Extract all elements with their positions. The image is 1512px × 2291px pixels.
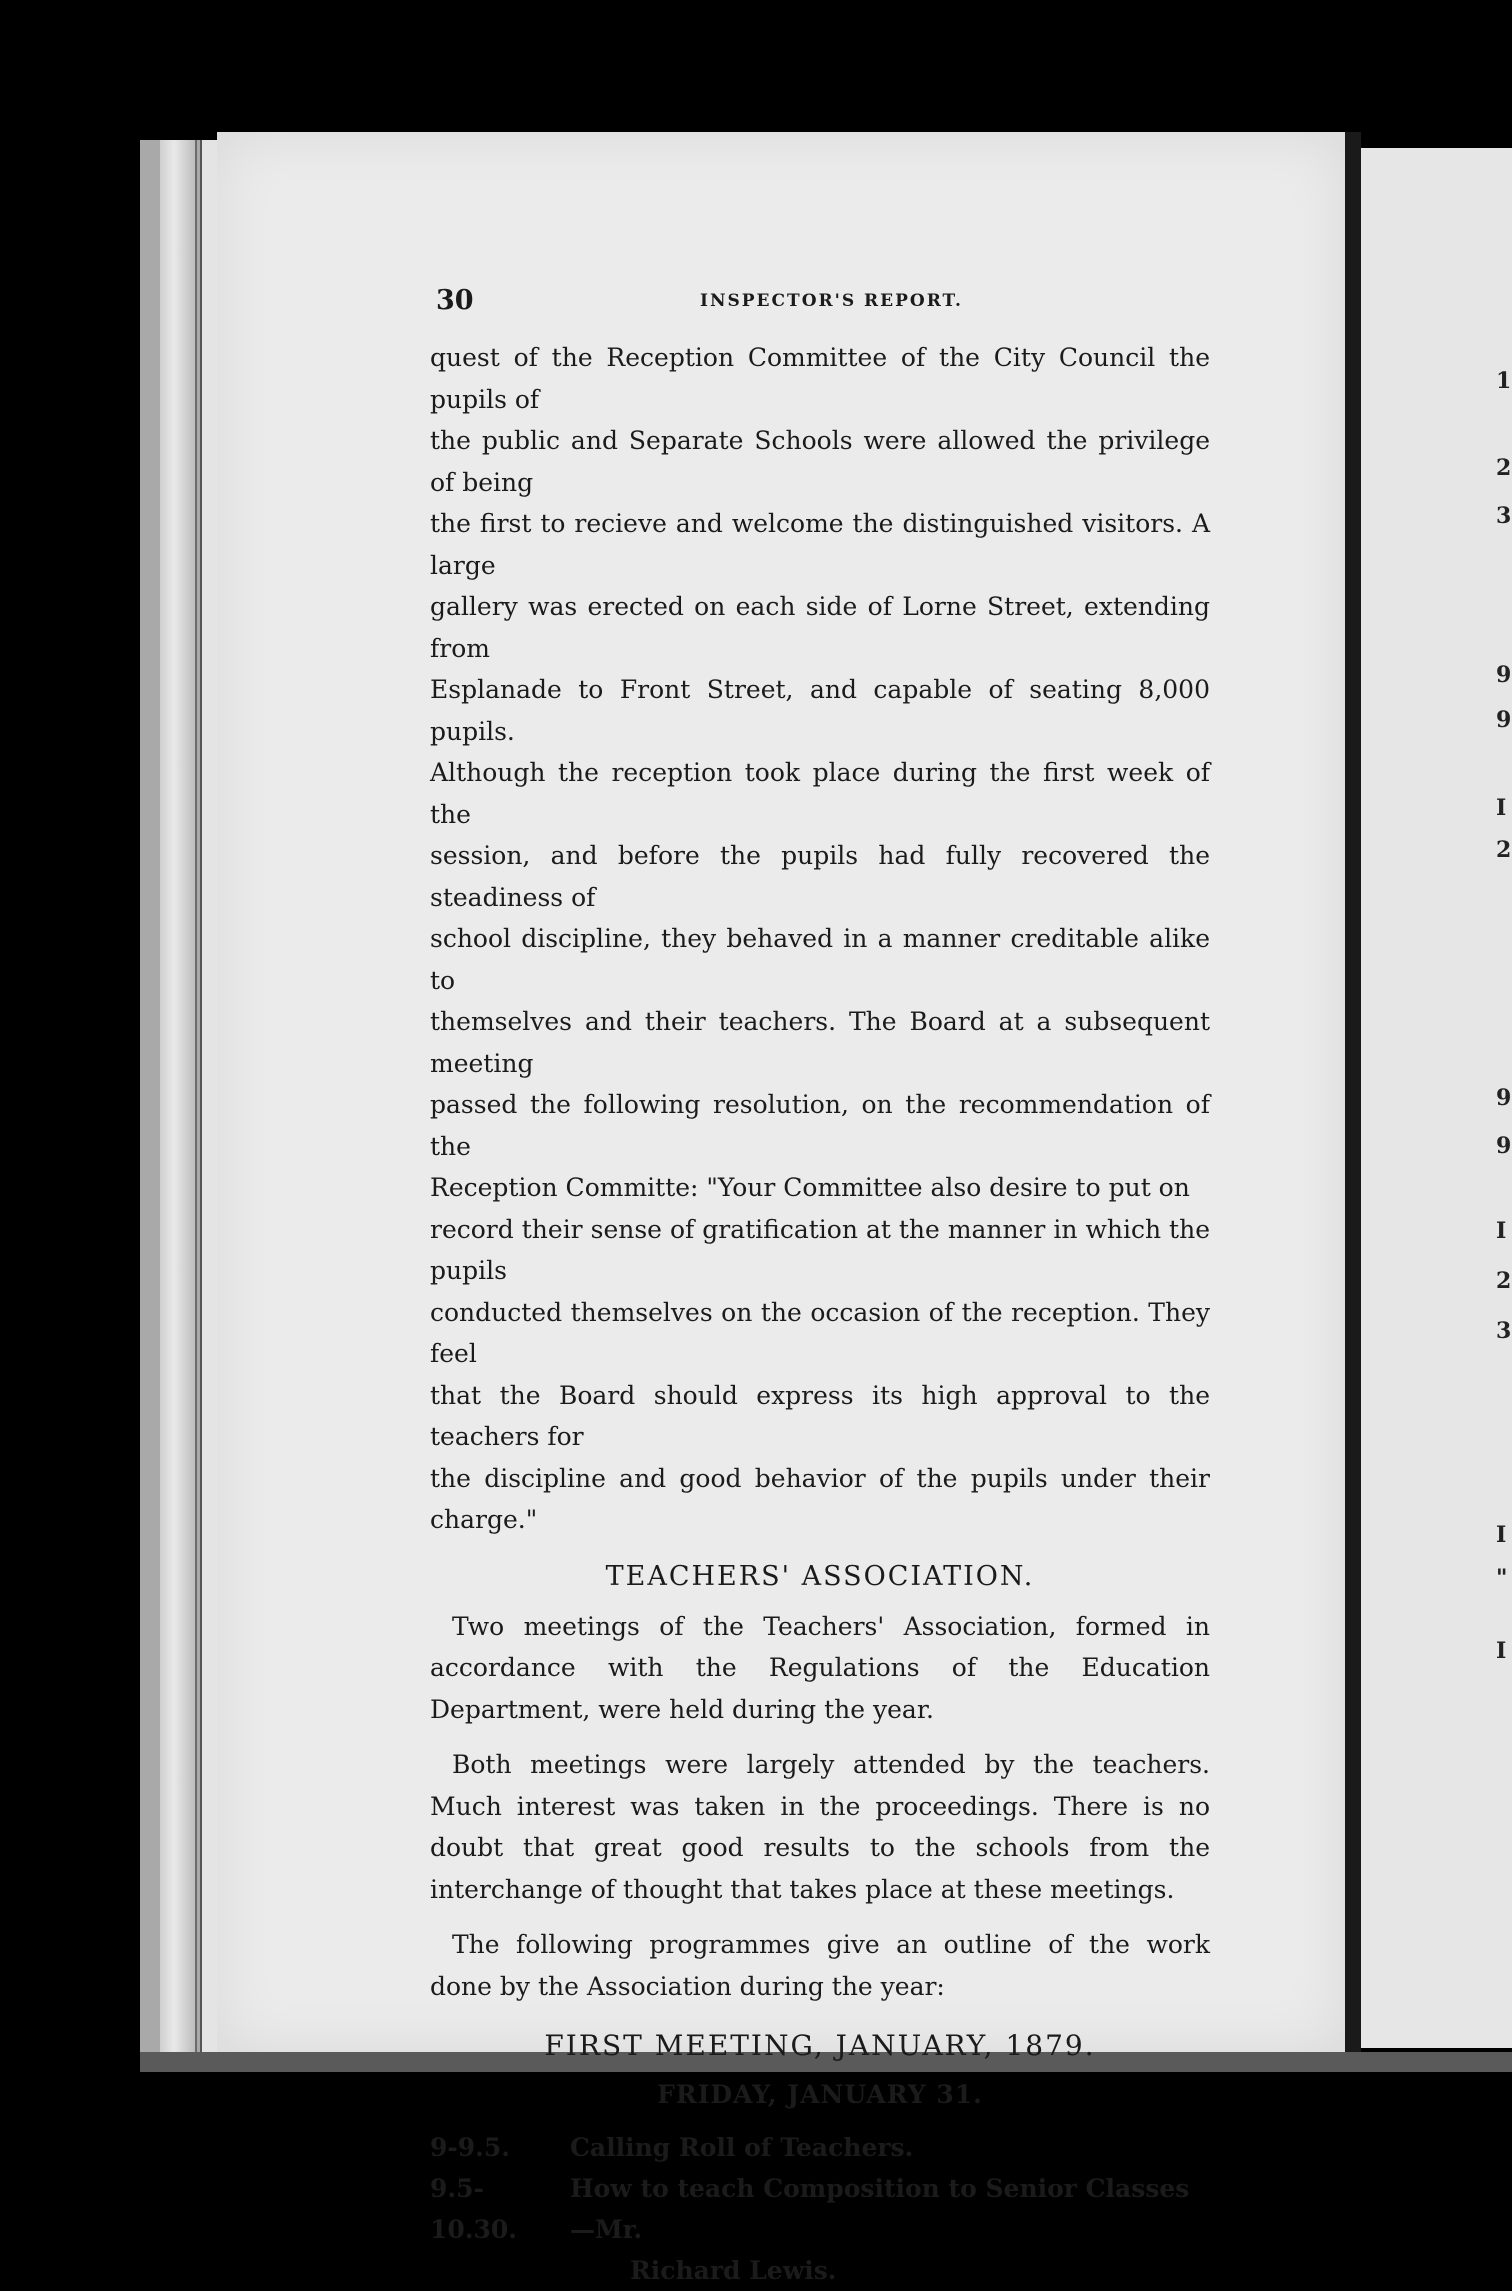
running-head-title: INSPECTOR'S REPORT. [700,291,963,311]
adjacent-mark: 2 [1496,1268,1512,1294]
adjacent-mark: 3 [1496,1318,1512,1344]
adjacent-mark: I [1496,1218,1507,1244]
adjacent-mark: 2 [1496,455,1512,481]
text-line: conducted themselves on the occasion of the reception. They feel [430,1297,1210,1368]
text-line: the discipline and good behavior of the pupils under their charge." [430,1463,1210,1534]
programme-time: 9-9.5. [430,2133,510,2162]
meeting-heading: FIRST MEETING, JANUARY, 1879. [544,2029,1096,2062]
adjacent-mark: 9 [1496,707,1512,733]
programme-list [430,2127,1210,2291]
association-paragraph: Two meetings of the Teachers' Association, formed in accordance with the Regulations of the Education Department, were held during the year. [430,1611,1210,1724]
text-line: gallery was erected on each side of Lorne Street, extending from [430,592,1210,663]
adjacent-mark: 9 [1496,662,1512,688]
programme-item [430,2168,1210,2250]
day-heading: FRIDAY, JANUARY 31. [657,2080,983,2109]
page-number: 30 [436,285,474,316]
adjacent-page [1361,148,1512,2048]
programme-description: Calling Roll of Teachers. [570,2133,914,2162]
programme-description: How to teach Composition to Senior Classes—Mr. [570,2174,1190,2244]
programme-time: 9.5-10.30. [430,2174,517,2244]
meetings-paragraph: Both meetings were largely attended by the teachers. Much interest was taken in the proceedings. There is no doubt that great good results to the schools from the interchange of thought that takes place at these meetings. [430,1750,1210,1904]
adjacent-mark: 1 [1496,368,1512,394]
running-head [430,285,1210,325]
adjacent-mark: 3 [1496,503,1512,529]
text-line: session, and before the pupils had fully recovered the steadiness of [430,841,1210,912]
text-line: Esplanade to Front Street, and capable of seating 8,000 pupils. [430,675,1210,746]
programme-item [430,2127,1210,2168]
text-line: Although the reception took place during the first week of the [430,758,1210,829]
text-line: school discipline, they behaved in a manner creditable alike to [430,924,1210,995]
text-line: quest of the Reception Committee of the City Council the pupils of [430,343,1210,414]
adjacent-mark: 9 [1496,1133,1512,1159]
reception-paragraph [430,337,1210,1541]
programme-continuation: Richard Lewis. [630,2256,837,2285]
text-line: themselves and their teachers. The Board at a subsequent meeting [430,1007,1210,1078]
text-line: record their sense of gratification at the manner in which the pupils [430,1214,1210,1285]
page-text [430,285,1210,2291]
adjacent-mark: 9 [1496,1085,1512,1111]
adjacent-page-marks [1492,0,1512,2096]
text-line: the public and Separate Schools were allowed the privilege of being [430,426,1210,497]
text-line: passed the following resolution, on the recommendation of the [430,1090,1210,1161]
adjacent-mark: I [1496,1522,1507,1548]
page-gutter [1345,132,1361,2052]
section-heading: TEACHERS' ASSOCIATION. [605,1560,1035,1592]
adjacent-mark: " [1496,1565,1508,1591]
programmes-intro-paragraph: The following programmes give an outline of the work done by the Association during the year: [430,1930,1210,2001]
text-line: that the Board should express its high approval to the teachers for [430,1380,1210,1451]
adjacent-mark: 2 [1496,837,1512,863]
adjacent-mark: I [1496,1638,1507,1664]
book-spine [160,140,197,2070]
adjacent-mark: I [1496,795,1507,821]
text-line: Reception Committe: "Your Committee also desire to put on [430,1173,1190,1202]
text-line: the first to recieve and welcome the distinguished visitors. A large [430,509,1210,580]
